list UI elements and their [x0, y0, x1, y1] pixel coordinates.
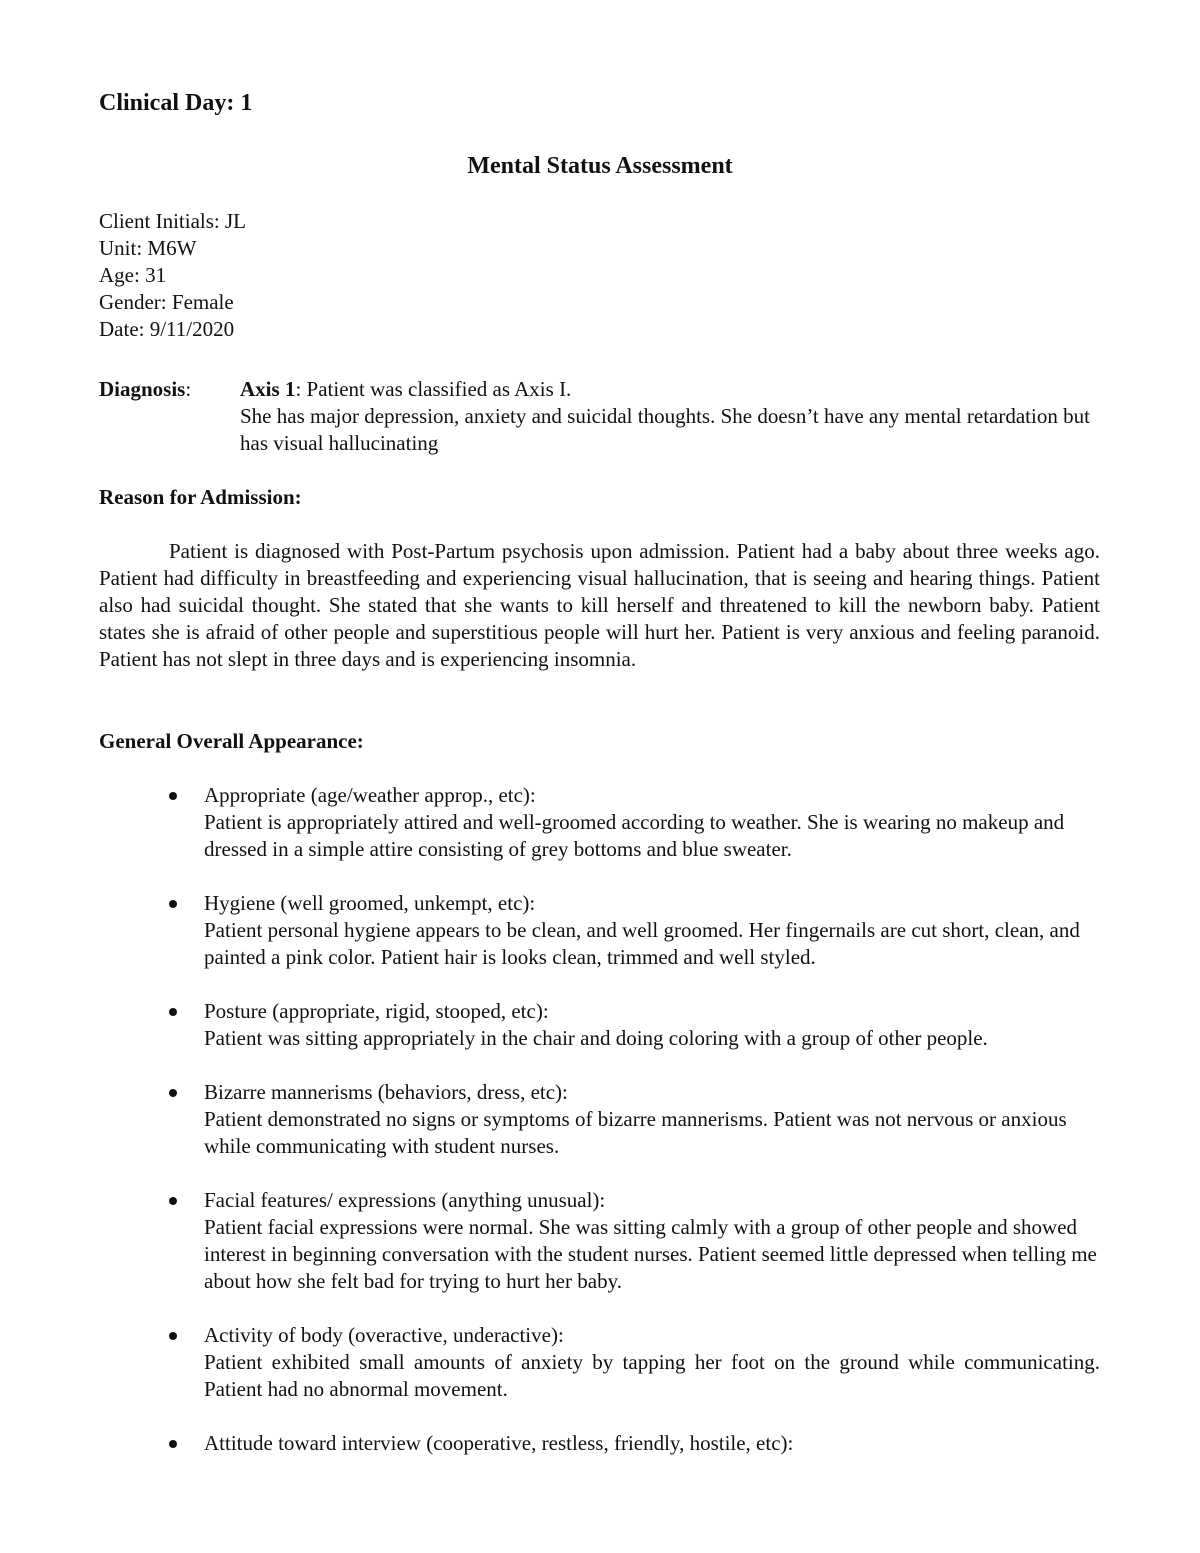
item-description: Patient personal hygiene appears to be clean, and well groomed. Her fingernails are cut short, clean, and painted a pink color. Patient hair is looks clean, trimmed and well styled.	[204, 918, 1080, 969]
list-item	[0, 782, 1200, 863]
clinical-day-heading: Clinical Day: 1	[99, 90, 253, 116]
reason-heading: Reason for Admission:	[99, 485, 302, 509]
diagnosis-label-colon: :	[185, 377, 192, 401]
client-gender: Gender: Female	[99, 290, 234, 314]
bullet-icon	[169, 1008, 177, 1016]
diagnosis-body	[240, 376, 1100, 457]
item-label: Posture (appropriate, rigid, stooped, etc):	[204, 999, 549, 1023]
diagnosis-label: Diagnosis	[99, 377, 186, 401]
bullet-icon	[169, 1089, 177, 1097]
list-item	[0, 1430, 1200, 1457]
page-title: Mental Status Assessment	[467, 153, 733, 179]
list-item	[0, 1079, 1200, 1160]
bullet-icon	[169, 1332, 177, 1340]
item-description: Patient demonstrated no signs or symptoms of bizarre mannerisms. Patient was not nervous or anxious while communicating with student nurses.	[204, 1107, 1067, 1158]
client-unit: Unit: M6W	[99, 236, 197, 260]
item-label: Bizarre mannerisms (behaviors, dress, etc):	[204, 1080, 568, 1104]
bullet-icon	[169, 1197, 177, 1205]
assessment-date: Date: 9/11/2020	[99, 317, 235, 341]
item-description: Patient exhibited small amounts of anxiety by tapping her foot on the ground while communicating. Patient had no abnormal movement.	[204, 1350, 1100, 1401]
client-age: Age: 31	[99, 263, 167, 287]
item-description: Patient was sitting appropriately in the chair and doing coloring with a group of other people.	[204, 1026, 988, 1050]
axis-label: Axis 1	[240, 377, 296, 401]
list-item	[0, 890, 1200, 971]
item-label: Hygiene (well groomed, unkempt, etc):	[204, 891, 536, 915]
client-initials: Client Initials: JL	[99, 209, 246, 233]
item-label: Facial features/ expressions (anything unusual):	[204, 1188, 606, 1212]
list-item	[0, 998, 1200, 1052]
item-label: Appropriate (age/weather approp., etc):	[204, 783, 536, 807]
list-item	[0, 1322, 1200, 1403]
list-item	[0, 1187, 1200, 1295]
item-label: Activity of body (overactive, underactive):	[204, 1323, 564, 1347]
bullet-icon	[169, 1440, 177, 1448]
appearance-heading: General Overall Appearance:	[99, 729, 364, 753]
bullet-icon	[169, 900, 177, 908]
item-description: Patient facial expressions were normal. She was sitting calmly with a group of other people and showed interest in beginning conversation with the student nurses. Patient seemed little depressed when telling me about how she felt bad for trying to hurt her baby.	[204, 1215, 1097, 1293]
item-label: Attitude toward interview (cooperative, restless, friendly, hostile, etc):	[204, 1431, 794, 1455]
diagnosis-detail: She has major depression, anxiety and suicidal thoughts. She doesn’t have any mental retardation but has visual hallucinating	[240, 404, 1090, 455]
item-description: Patient is appropriately attired and well-groomed according to weather. She is wearing no makeup and dressed in a simple attire consisting of grey bottoms and blue sweater.	[204, 810, 1065, 861]
client-info	[99, 208, 246, 343]
reason-paragraph: Patient is diagnosed with Post-Partum psychosis upon admission. Patient had a baby about three weeks ago. Patient had difficulty in breastfeeding and experiencing visual hallucination, that is seeing and hearing things. Patient also had suicidal thought. She stated that she wants to kill herself and threatened to kill the newborn baby. Patient states she is afraid of other people and superstitious people will hurt her. Patient is very anxious and feeling paranoid. Patient has not slept in three days and is experiencing insomnia.	[99, 539, 1100, 671]
appearance-list	[0, 782, 1200, 1484]
bullet-icon	[169, 792, 177, 800]
axis-text: : Patient was classified as Axis I.	[295, 377, 572, 401]
